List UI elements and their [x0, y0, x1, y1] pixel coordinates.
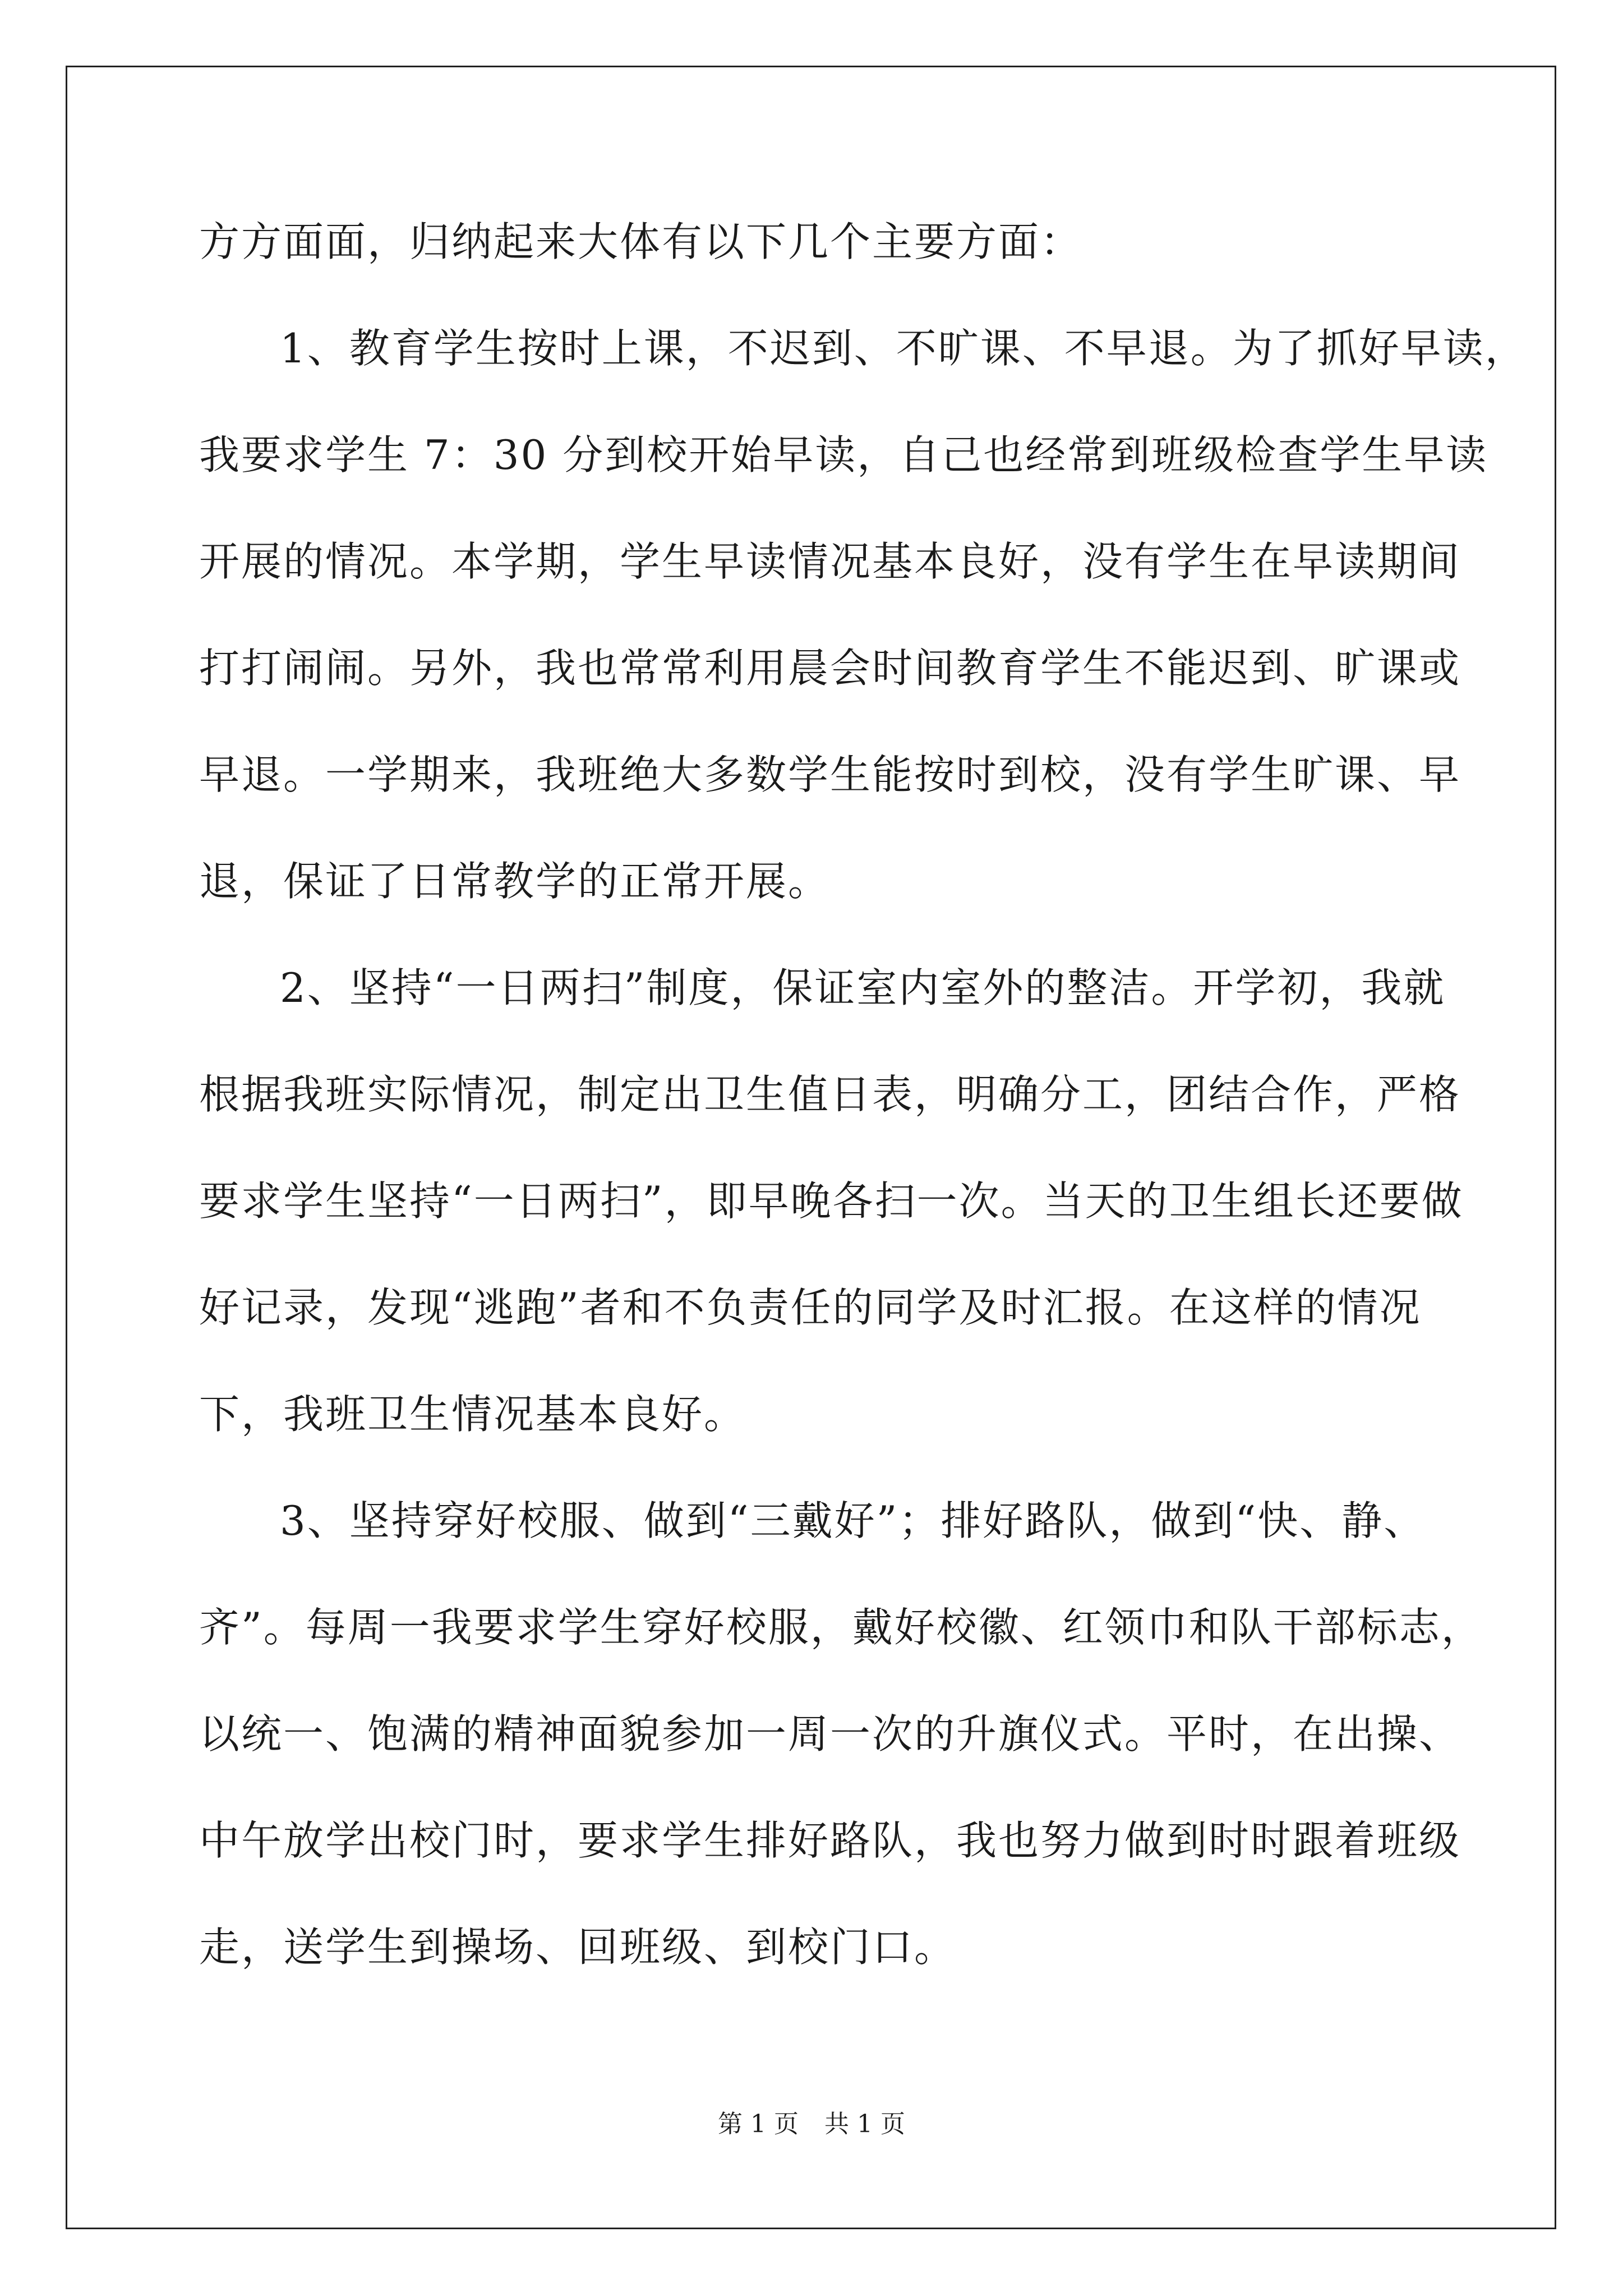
- paragraph-line: 方方面面，归纳起来大体有以下几个主要方面：: [199, 218, 1083, 265]
- paragraph-line: 根据我班实际情况，制定出卫生值日表，明确分工，团结合作，严格: [199, 1071, 1461, 1118]
- paragraph-line: 齐”。每周一我要求学生穿好校服，戴好校徽、红领巾和队干部标志，: [199, 1604, 1483, 1651]
- paragraph-line: 打打闹闹。另外，我也常常利用晨会时间教育学生不能迟到、旷课或: [199, 645, 1461, 692]
- paragraph-line: 走，送学生到操场、回班级、到校门口。: [199, 1924, 957, 1971]
- paragraph-line: 1、教育学生按时上课，不迟到、不旷课、不早退。为了抓好早读，: [280, 325, 1527, 372]
- paragraph-line: 好记录，发现“逃跑”者和不负责任的同学及时汇报。在这样的情况: [199, 1284, 1422, 1331]
- paragraph-line: 3、坚持穿好校服、做到“三戴好”；排好路队，做到“快、静、: [280, 1497, 1426, 1544]
- paragraph-line: 我要求学生 7：30 分到校开始早读，自己也经常到班级检查学生早读: [199, 431, 1488, 478]
- page-footer: [0, 2112, 1623, 2137]
- paragraph-line: 早退。一学期来，我班绝大多数学生能按时到校，没有学生旷课、早: [199, 751, 1461, 798]
- paragraph-line: 中午放学出校门时，要求学生排好路队，我也努力做到时时跟着班级: [199, 1817, 1461, 1864]
- page-frame: [66, 66, 1556, 2229]
- page-total: 共 1 页: [824, 2110, 905, 2138]
- paragraph-line: 开展的情况。本学期，学生早读情况基本良好，没有学生在早读期间: [199, 538, 1461, 585]
- paragraph-line: 退，保证了日常教学的正常开展。: [199, 858, 831, 905]
- paragraph-line: 要求学生坚持“一日两扫”，即早晚各扫一次。当天的卫生组长还要做: [199, 1177, 1464, 1225]
- paragraph-line: 下，我班卫生情况基本良好。: [199, 1391, 746, 1438]
- paragraph-line: 2、坚持“一日两扫”制度，保证室内室外的整洁。开学初，我就: [280, 964, 1446, 1011]
- page-number: 第 1 页: [718, 2110, 799, 2138]
- paragraph-line: 以统一、饱满的精神面貌参加一周一次的升旗仪式。平时，在出操、: [199, 1710, 1461, 1757]
